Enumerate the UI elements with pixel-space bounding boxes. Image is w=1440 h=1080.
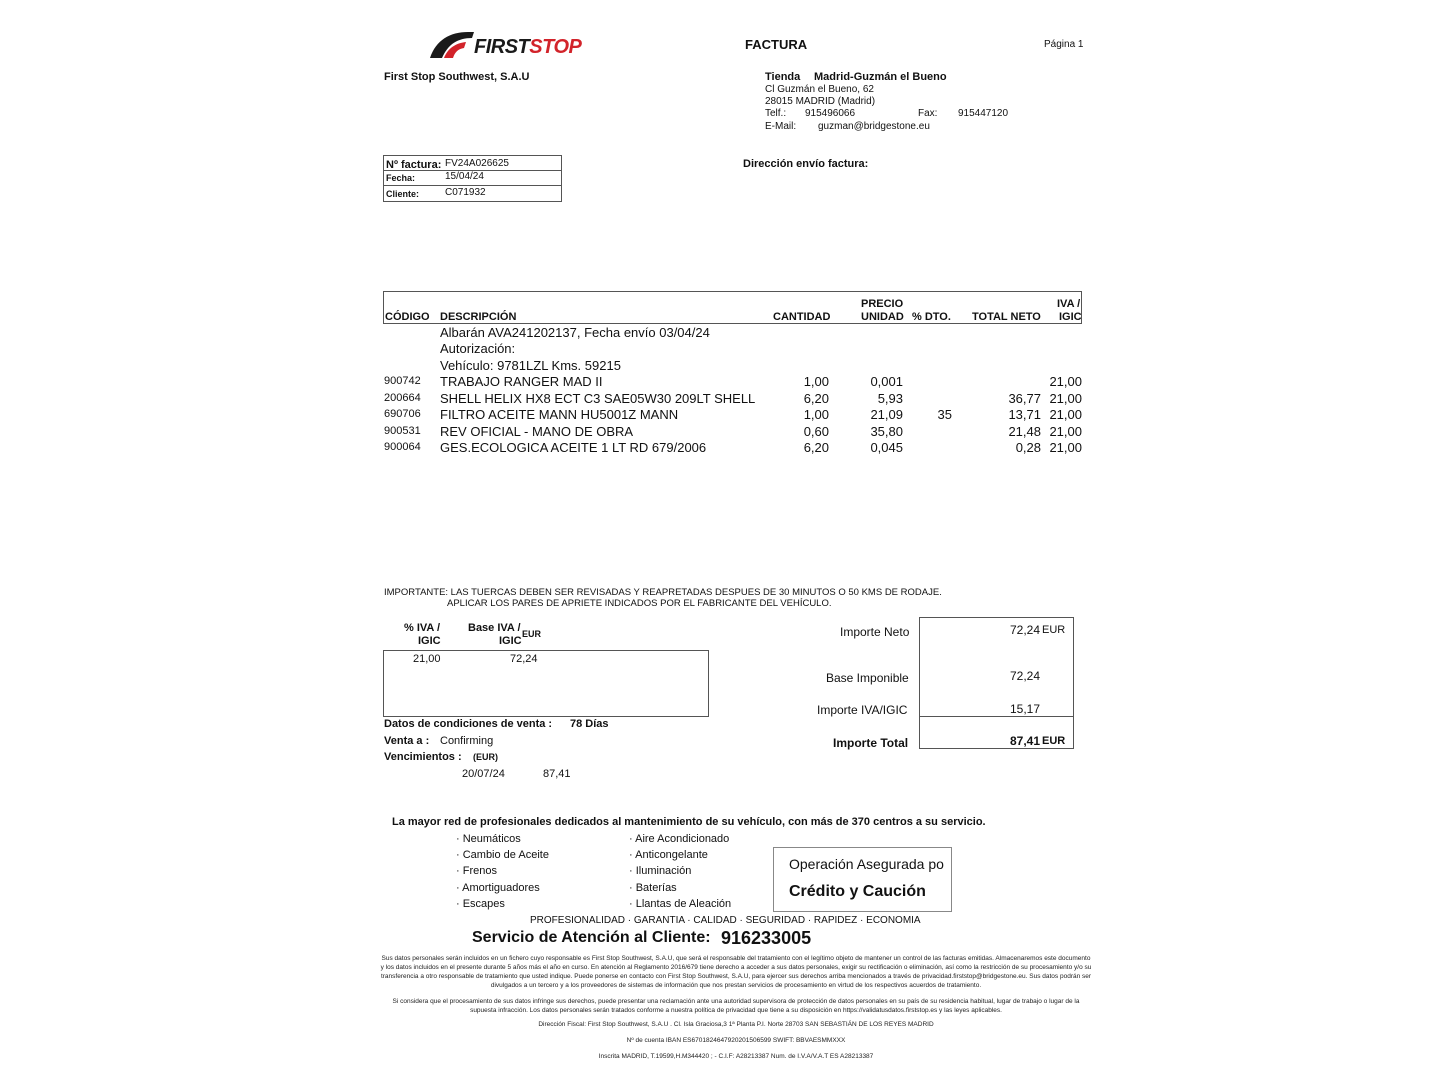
divider [383,185,562,186]
cell-desc: REV OFICIAL - MANO DE OBRA [440,423,634,439]
sale-conditions-label: Datos de condiciones de venta : [384,718,553,730]
sale-conditions-value: 78 Días [570,718,609,730]
insurance-line2: Crédito y Caución [789,883,926,900]
cell-desc: GES.ECOLOGICA ACEITE 1 LT RD 679/2006 [440,440,707,455]
tax-base-value: 72,24 [510,653,538,665]
cell-code: 900064 [384,441,421,453]
cell-qty: 0,60 [803,423,829,439]
fiscal-address: Dirección Fiscal: First Stop Southwest, S.A.U . Cl. Isla Graciosa,3 1ª Planta P.I. Norte 28703 SAN SEBASTIÁN DE LOS REYES MADRID [538,1021,934,1028]
vat-amount-label: Importe IVA/IGIC [817,703,908,717]
col-price-header-1: PRECIO [861,298,904,310]
store-label: Tienda [765,71,801,83]
privacy-notice: Sus datos personales serán incluidos en un fichero cuyo responsable es First Stop Southwest, S.A.U, que será el responsable del tratamiento con el legítimo objeto de mantener un control de las facturas emitidas. Almacenaremos este documento y los datos incluidos en el presente durante 5 años más el año en curso. En atención al Reglamento 2016/679 tiene derecho a acceder a sus datos personales, exigir su rectificación o eliminación, así como la restricción de su procesamiento y/o su transferencia a otro responsable de tratamiento que usted indique. Puede ponerse en contacto con First Stop Southwest, S.A.U, para ejercer sus derechos arriba mencionados a través de privacidad.firststop@bridgestone.eu. Sus datos podrán ser divulgados a un tercero y a los proveedores de sistemas de información que nos prestan servicios de procesamiento en virtud de los respectivos acuerdos de tratamiento. [380,955,1092,989]
store-fax: 915447120 [958,108,1009,119]
total-amount-unit: EUR [1042,735,1066,747]
net-amount-unit: EUR [1042,624,1066,636]
service-item: · Escapes [456,898,505,910]
cell-net: 36,77 [1008,390,1041,406]
service-item: · Iluminación [629,865,692,877]
table-note: Vehículo: 9781LZL Kms. 59215 [440,358,621,373]
cell-desc: TRABAJO RANGER MAD II [440,374,603,389]
tax-pct-label-2: IGIC [418,635,441,647]
service-item: · Anticongelante [629,849,708,861]
col-net-header: TOTAL NETO [972,311,1041,323]
privacy-claims-notice: Si considera que el procesamiento de sus datos infringe sus derechos, puede presentar una reclamación ante una autoridad supervisora de protección de datos personales en su país de su residencia habitual, lugar de trabajo o lugar de la supuesta infracción. Los datos personales serán tratados conforme a nuestra política de privacidad que tiene a su disposición en https://validatusdatos.firststop.es y las leyes aplicables. [392,998,1080,1014]
service-item: · Llantas de Aleación [629,898,732,910]
table-note: Autorización: [440,341,516,356]
promo-headline: La mayor red de profesionales dedicados al mantenimiento de su vehículo, con más de 370 centros a su servicio. [392,816,986,828]
invoice-client-label: Cliente: [386,189,420,199]
tax-base-label-1: Base IVA / [468,622,521,634]
col-price-header-2: UNIDAD [861,311,904,323]
due-date: 20/07/24 [462,768,505,780]
cell-iva: 21,00 [1049,407,1082,422]
cell-qty: 1,00 [803,407,829,422]
cell-price: 21,09 [870,407,903,422]
invoice-date-label: Fecha: [386,173,416,183]
bank-account: Nº de cuenta IBAN ES6701824647920201506599 SWIFT: BBVAESMMXXX [626,1037,846,1044]
cell-desc: SHELL HELIX HX8 ECT C3 SAE05W30 209LT SHELL [440,390,756,406]
table-note: Albarán AVA241202137, Fecha envío 03/04/24 [440,325,710,340]
important-notice-line2: APLICAR LOS PARES DE APRIETE INDICADOS POR EL FABRICANTE DEL VEHÍCULO. [447,598,832,609]
cell-iva: 21,00 [1049,374,1082,389]
values-line: PROFESIONALIDAD · GARANTIA · CALIDAD · SEGURIDAD · RAPIDEZ · ECONOMIA [530,915,921,926]
cell-qty: 6,20 [803,390,829,406]
invoice-client: C071932 [445,187,486,198]
store-tel-label: Telf.: [765,108,787,119]
cell-code: 900742 [384,375,421,387]
col-qty-header: CANTIDAD [773,311,831,323]
customer-service-phone[interactable]: 916233005 [721,928,812,948]
store-tel: 915496066 [805,108,856,119]
store-email-label: E-Mail: [765,121,797,132]
company-name: First Stop Southwest, S.A.U [384,71,530,83]
doc-title: FACTURA [745,37,808,52]
page-number: Página 1 [1044,39,1084,50]
cell-qty: 1,00 [803,374,829,389]
due-unit: (EUR) [473,752,498,762]
taxable-base-amount: 72,24 [1010,669,1041,683]
total-amount-label: Importe Total [833,736,909,750]
tax-base-unit: EUR [522,629,542,639]
service-item: · Baterías [629,882,677,894]
sold-to-label: Venta a : [384,735,430,747]
service-item: · Amortiguadores [456,882,540,894]
cell-net: 0,28 [1015,440,1041,455]
service-item: · Aire Acondicionado [629,833,730,845]
cell-desc: FILTRO ACEITE MANN HU5001Z MANN [440,407,679,422]
cell-price: 0,001 [870,374,903,389]
tire-logo-icon [428,30,476,60]
net-amount: 72,24 [1010,623,1041,637]
col-dto-header: % DTO. [912,311,951,323]
cell-code: 900531 [384,424,421,437]
service-item: · Cambio de Aceite [456,849,549,861]
insurance-line1: Operación Asegurada po [789,856,944,872]
sold-to-value: Confirming [440,735,494,747]
store-fax-label: Fax: [918,108,938,119]
brand-name-first: FIRST [474,36,530,58]
tax-pct-value: 21,00 [413,653,441,665]
tax-base-label-2: IGIC [499,635,522,647]
shipping-address-label: Dirección envío factura: [743,158,869,170]
store-address1: Cl Guzmán el Bueno, 62 [765,84,874,95]
cell-net: 13,71 [1008,407,1041,422]
vat-amount: 15,17 [1010,702,1041,716]
invoice-number-label: Nº factura: [386,159,442,171]
store-email[interactable]: guzman@bridgestone.eu [818,121,930,132]
due-dates-label: Vencimientos : [384,751,462,763]
store-address2: 28015 MADRID (Madrid) [765,96,876,107]
cell-code: 200664 [384,391,421,404]
cell-price: 35,80 [870,423,903,439]
invoice-number: FV24A026625 [445,158,509,169]
service-item: · Frenos [456,865,497,877]
cell-price: 5,93 [877,390,903,406]
net-amount-label: Importe Neto [840,625,910,639]
cell-qty: 6,20 [803,440,829,455]
col-desc-header: DESCRIPCIÓN [440,311,517,323]
col-code-header: CÓDIGO [385,311,430,323]
due-amount: 87,41 [543,768,571,780]
cell-net: 21,48 [1008,423,1041,439]
cell-price: 0,045 [870,440,903,455]
col-iva-header-2: IGIC [1059,311,1082,323]
col-iva-header-1: IVA / [1057,298,1081,310]
totals-box [919,617,1074,749]
brand-logo [428,30,593,60]
cell-iva: 21,00 [1049,440,1082,455]
divider [919,716,1074,717]
invoice-date: 15/04/24 [445,171,484,182]
cell-iva: 21,00 [1049,423,1082,439]
registry-info: Inscrita MADRID, T.19599,H.M344420 ; - C.I.F: A28213387 Num. de I.V.A/V.A.T ES A28213387 [598,1053,874,1060]
total-amount: 87,41 [1010,734,1041,748]
customer-service-label: Servicio de Atención al Cliente: [472,929,711,946]
cell-iva: 21,00 [1049,390,1082,406]
store-name: Madrid-Guzmán el Bueno [814,71,947,83]
service-item: · Neumáticos [456,833,521,845]
cell-dto: 35 [937,407,952,422]
cell-code: 690706 [384,408,421,420]
taxable-base-label: Base Imponible [826,671,909,685]
important-notice-line1: IMPORTANTE: LAS TUERCAS DEBEN SER REVISADAS Y REAPRETADAS DESPUES DE 30 MINUTOS O 50 KMS DE RODAJE. [384,587,942,598]
brand-name-second: STOP [529,36,582,58]
tax-pct-label-1: % IVA / [404,622,441,634]
